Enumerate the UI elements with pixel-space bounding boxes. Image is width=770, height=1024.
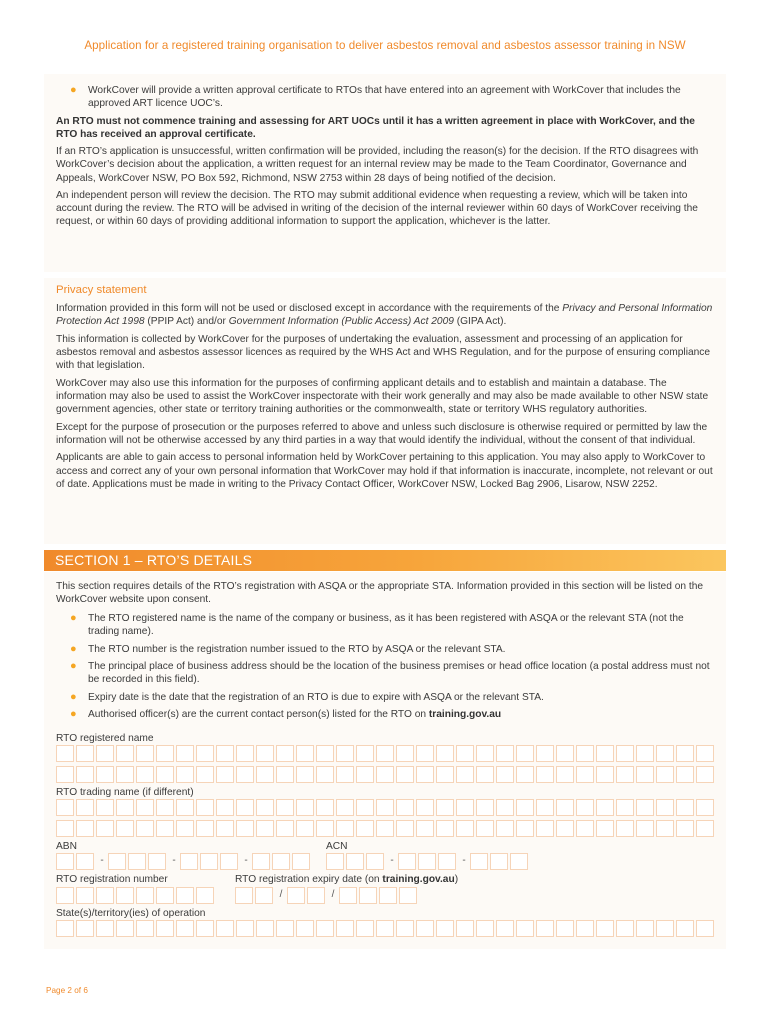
paragraph: If an RTO’s application is unsuccessful, written confirmation will be provided, including the reason(s) for the decision. If the RTO disagrees with WorkCover’s decision about the application, a written request for an internal review may be made to the Team Coordinator, Governance and Appeals, WorkCover NSW, PO Box 592, Richmond, NSW 2753 within 28 days of being notified of the decision. xyxy=(56,146,699,184)
char-box[interactable] xyxy=(376,745,394,762)
separator: - xyxy=(172,855,176,866)
char-box[interactable] xyxy=(556,766,574,783)
privacy-heading: Privacy statement xyxy=(56,284,147,296)
char-box[interactable] xyxy=(176,920,194,937)
char-box[interactable] xyxy=(196,820,214,837)
char-box[interactable] xyxy=(76,745,94,762)
char-box[interactable] xyxy=(236,820,254,837)
char-box[interactable] xyxy=(696,766,714,783)
char-box[interactable] xyxy=(536,820,554,837)
char-box[interactable] xyxy=(272,853,290,870)
bullet-icon: ● xyxy=(70,660,77,673)
char-box[interactable] xyxy=(236,920,254,937)
char-box[interactable] xyxy=(136,820,154,837)
page-header-title: Application for a registered training organisation to deliver asbestos removal and asbestos assessor training in NSW xyxy=(84,39,686,52)
char-box[interactable] xyxy=(136,745,154,762)
char-box[interactable] xyxy=(252,853,270,870)
char-box[interactable] xyxy=(416,766,434,783)
char-box[interactable] xyxy=(396,799,414,816)
bullet-icon: ● xyxy=(70,642,77,655)
char-box[interactable] xyxy=(296,766,314,783)
char-box[interactable] xyxy=(116,820,134,837)
reg-number-input[interactable] xyxy=(56,887,216,904)
char-box[interactable] xyxy=(326,853,344,870)
char-box[interactable] xyxy=(316,745,334,762)
char-box[interactable] xyxy=(476,745,494,762)
char-box[interactable] xyxy=(236,766,254,783)
char-box[interactable] xyxy=(56,799,74,816)
char-box[interactable] xyxy=(366,853,384,870)
char-box[interactable] xyxy=(436,745,454,762)
char-box[interactable] xyxy=(216,920,234,937)
char-box[interactable] xyxy=(396,820,414,837)
char-box[interactable] xyxy=(379,887,397,904)
acn-label: ACN xyxy=(326,841,348,852)
separator: / xyxy=(331,889,335,900)
char-box[interactable] xyxy=(236,745,254,762)
char-box[interactable] xyxy=(576,820,594,837)
char-box[interactable] xyxy=(356,820,374,837)
char-box[interactable] xyxy=(636,745,654,762)
char-box[interactable] xyxy=(456,766,474,783)
char-box[interactable] xyxy=(292,853,310,870)
char-box[interactable] xyxy=(676,820,694,837)
paragraph: Information provided in this form will not be used or disclosed except in accordance with the requirements of the Privacy and Personal Information Protection Act 1998 (PPIP Act) and/or Government Information (Public Access) Act 2009 (GIPA Act). xyxy=(56,303,713,328)
char-box[interactable] xyxy=(96,766,114,783)
paragraph: This section requires details of the RTO’s registration with ASQA or the appropriate STA. Information provided in this section will be listed on the WorkCover website upon consent. xyxy=(56,581,704,606)
list-item: ● Authorised officer(s) are the current contact person(s) listed for the RTO on training.gov.au xyxy=(70,708,502,721)
char-box[interactable] xyxy=(156,766,174,783)
char-box[interactable] xyxy=(276,766,294,783)
char-box[interactable] xyxy=(536,766,554,783)
char-box[interactable] xyxy=(516,745,534,762)
char-box[interactable] xyxy=(418,853,436,870)
char-box[interactable] xyxy=(456,745,474,762)
separator: - xyxy=(244,855,248,866)
char-box[interactable] xyxy=(576,920,594,937)
char-box[interactable] xyxy=(56,853,74,870)
char-box[interactable] xyxy=(556,920,574,937)
char-box[interactable] xyxy=(76,820,94,837)
paragraph: WorkCover may also use this information for the purposes of confirming applicant details and to establish and maintain a database. The information may also be used to assist the WorkCover inspectorate with their work generally and may also be made available to other NSW state government agencies, other state or territory training authorities or the commonwealth, state or territory WHS regulatory authorities. xyxy=(56,377,709,415)
char-box[interactable] xyxy=(216,766,234,783)
char-box[interactable] xyxy=(235,887,253,904)
char-box[interactable] xyxy=(176,820,194,837)
char-box[interactable] xyxy=(287,887,305,904)
char-box[interactable] xyxy=(156,799,174,816)
char-box[interactable] xyxy=(116,887,134,904)
char-box[interactable] xyxy=(136,799,154,816)
char-box[interactable] xyxy=(396,920,414,937)
bullet-icon: ● xyxy=(70,612,77,625)
char-box[interactable] xyxy=(396,766,414,783)
char-box[interactable] xyxy=(398,853,416,870)
char-box[interactable] xyxy=(596,799,614,816)
char-box[interactable] xyxy=(356,920,374,937)
char-box[interactable] xyxy=(476,820,494,837)
char-box[interactable] xyxy=(276,745,294,762)
char-box[interactable] xyxy=(176,766,194,783)
char-box[interactable] xyxy=(336,799,354,816)
char-box[interactable] xyxy=(496,920,514,937)
char-box[interactable] xyxy=(490,853,508,870)
char-box[interactable] xyxy=(576,799,594,816)
char-box[interactable] xyxy=(276,820,294,837)
char-box[interactable] xyxy=(196,766,214,783)
section-1-header: SECTION 1 – RTO’S DETAILS xyxy=(44,550,726,571)
intro-text xyxy=(56,84,716,233)
char-box[interactable] xyxy=(136,887,154,904)
char-box[interactable] xyxy=(516,920,534,937)
char-box[interactable] xyxy=(636,920,654,937)
bullet-icon: ● xyxy=(70,84,77,96)
registered-name-input-row2[interactable] xyxy=(56,766,716,783)
char-box[interactable] xyxy=(336,920,354,937)
char-box[interactable] xyxy=(416,799,434,816)
char-box[interactable] xyxy=(496,766,514,783)
abn-label: ABN xyxy=(56,841,77,852)
list-item: ● The RTO registered name is the name of the company or business, as it has been registered with ASQA or the relevant STA (not the trading name). xyxy=(70,612,684,638)
char-box[interactable] xyxy=(296,799,314,816)
char-box[interactable] xyxy=(180,853,198,870)
char-box[interactable] xyxy=(496,799,514,816)
char-box[interactable] xyxy=(596,766,614,783)
char-box[interactable] xyxy=(156,920,174,937)
char-box[interactable] xyxy=(456,799,474,816)
char-box[interactable] xyxy=(536,745,554,762)
expiry-date-input[interactable] xyxy=(235,887,419,904)
char-box[interactable] xyxy=(556,745,574,762)
char-box[interactable] xyxy=(656,745,674,762)
char-box[interactable] xyxy=(696,820,714,837)
paragraph: Except for the purpose of prosecution or the purposes referred to above and unless such disclosure is otherwise required or permitted by law the information will not be otherwise accessed by any third parties in a way that would identify the individual, without the consent of that individual. xyxy=(56,421,708,446)
char-box[interactable] xyxy=(136,920,154,937)
char-box[interactable] xyxy=(256,920,274,937)
char-box[interactable] xyxy=(516,820,534,837)
char-box[interactable] xyxy=(536,799,554,816)
char-box[interactable] xyxy=(616,920,634,937)
abn-input[interactable] xyxy=(56,853,312,870)
char-box[interactable] xyxy=(576,766,594,783)
list-item: ● The principal place of business address should be the location of the business premises or head office location (a postal address must not be recorded in this field). xyxy=(70,660,710,686)
char-box[interactable] xyxy=(656,920,674,937)
char-box[interactable] xyxy=(656,766,674,783)
char-box[interactable] xyxy=(496,820,514,837)
char-box[interactable] xyxy=(176,745,194,762)
char-box[interactable] xyxy=(276,799,294,816)
char-box[interactable] xyxy=(616,820,634,837)
char-box[interactable] xyxy=(156,887,174,904)
char-box[interactable] xyxy=(255,887,273,904)
trading-name-input-row2[interactable] xyxy=(56,820,716,837)
char-box[interactable] xyxy=(596,820,614,837)
char-box[interactable] xyxy=(436,820,454,837)
char-box[interactable] xyxy=(576,745,594,762)
char-box[interactable] xyxy=(339,887,357,904)
char-box[interactable] xyxy=(456,820,474,837)
char-box[interactable] xyxy=(656,799,674,816)
char-box[interactable] xyxy=(516,799,534,816)
char-box[interactable] xyxy=(256,766,274,783)
separator: - xyxy=(390,855,394,866)
char-box[interactable] xyxy=(536,920,554,937)
char-box[interactable] xyxy=(416,745,434,762)
char-box[interactable] xyxy=(336,745,354,762)
char-box[interactable] xyxy=(696,745,714,762)
char-box[interactable] xyxy=(636,799,654,816)
char-box[interactable] xyxy=(76,799,94,816)
char-box[interactable] xyxy=(496,745,514,762)
trading-name-input-row1[interactable] xyxy=(56,799,716,816)
char-box[interactable] xyxy=(596,920,614,937)
char-box[interactable] xyxy=(256,799,274,816)
list-item: ● Expiry date is the date that the registration of an RTO is due to expire with ASQA or the relevant STA. xyxy=(70,690,544,703)
char-box[interactable] xyxy=(696,920,714,937)
char-box[interactable] xyxy=(436,766,454,783)
acn-input[interactable] xyxy=(326,853,530,870)
char-box[interactable] xyxy=(399,887,417,904)
char-box[interactable] xyxy=(108,853,126,870)
char-box[interactable] xyxy=(156,745,174,762)
char-box[interactable] xyxy=(116,799,134,816)
char-box[interactable] xyxy=(510,853,528,870)
char-box[interactable] xyxy=(96,920,114,937)
char-box[interactable] xyxy=(616,745,634,762)
char-box[interactable] xyxy=(56,820,74,837)
char-box[interactable] xyxy=(476,799,494,816)
char-box[interactable] xyxy=(356,766,374,783)
paragraph: This information is collected by WorkCover for the purposes of undertaking the evaluation, assessment and processing of an application for asbestos removal and asbestos assessor licences as required by the WHS Act and WHS Regulation, and for the purpose of ensuring compliance with that legislation. xyxy=(56,333,711,372)
reg-number-label: RTO registration number xyxy=(56,874,168,885)
char-box[interactable] xyxy=(359,887,377,904)
char-box[interactable] xyxy=(616,799,634,816)
char-box[interactable] xyxy=(436,799,454,816)
char-box[interactable] xyxy=(316,820,334,837)
char-box[interactable] xyxy=(346,853,364,870)
char-box[interactable] xyxy=(616,766,634,783)
char-box[interactable] xyxy=(196,799,214,816)
char-box[interactable] xyxy=(456,920,474,937)
char-box[interactable] xyxy=(516,766,534,783)
char-box[interactable] xyxy=(200,853,218,870)
char-box[interactable] xyxy=(116,920,134,937)
char-box[interactable] xyxy=(336,766,354,783)
char-box[interactable] xyxy=(256,745,274,762)
char-box[interactable] xyxy=(96,745,114,762)
bullet-icon: ● xyxy=(70,690,77,703)
states-label: State(s)/territory(ies) of operation xyxy=(56,908,206,919)
char-box[interactable] xyxy=(556,820,574,837)
char-box[interactable] xyxy=(276,920,294,937)
char-box[interactable] xyxy=(356,745,374,762)
char-box[interactable] xyxy=(416,820,434,837)
char-box[interactable] xyxy=(76,887,94,904)
char-box[interactable] xyxy=(156,820,174,837)
char-box[interactable] xyxy=(676,799,694,816)
bold-notice: An RTO must not commence training and assessing for ART UOCs until it has a written agreement in place with WorkCover, and the RTO has received an approval certificate. xyxy=(56,115,695,140)
char-box[interactable] xyxy=(636,766,654,783)
expiry-date-label: RTO registration expiry date (on training.gov.au) xyxy=(235,874,459,885)
char-box[interactable] xyxy=(476,766,494,783)
paragraph: An independent person will review the decision. The RTO may submit additional evidence when requesting a review, which will be taken into account during the review. The RTO will be advised in writing of the decision of the internal reviewer within 60 days of WorkCover receiving the request, or within 60 days of providing additional information to support the application, whichever is the latter. xyxy=(56,190,698,228)
list-item: ● The RTO number is the registration number issued to the RTO by ASQA or the relevant STA. xyxy=(70,642,506,655)
char-box[interactable] xyxy=(196,745,214,762)
char-box[interactable] xyxy=(196,920,214,937)
char-box[interactable] xyxy=(596,745,614,762)
paragraph: Applicants are able to gain access to personal information held by WorkCover pertaining to this application. You may also apply to WorkCover to access and correct any of your own personal information that WorkCover may hold if that information is inaccurate, incomplete, not relevant or out of date. Applications must be made in writing to the Privacy Contact Officer, WorkCover NSW, Locked Bag 2906, Lisarow, NSW 2252. xyxy=(56,452,713,490)
char-box[interactable] xyxy=(296,745,314,762)
page-number: Page 2 of 6 xyxy=(46,986,88,995)
char-box[interactable] xyxy=(216,745,234,762)
char-box[interactable] xyxy=(376,820,394,837)
char-box[interactable] xyxy=(396,745,414,762)
char-box[interactable] xyxy=(438,853,456,870)
char-box[interactable] xyxy=(676,766,694,783)
char-box[interactable] xyxy=(116,766,134,783)
char-box[interactable] xyxy=(316,766,334,783)
char-box[interactable] xyxy=(676,920,694,937)
char-box[interactable] xyxy=(96,887,114,904)
char-box[interactable] xyxy=(307,887,325,904)
char-box[interactable] xyxy=(76,853,94,870)
char-box[interactable] xyxy=(376,766,394,783)
char-box[interactable] xyxy=(56,745,74,762)
list-item: ● WorkCover will provide a written approval certificate to RTOs that have entered into an agreement with WorkCover that includes the approved ART licence UOC’s. xyxy=(70,84,681,110)
char-box[interactable] xyxy=(220,853,238,870)
char-box[interactable] xyxy=(316,799,334,816)
char-box[interactable] xyxy=(376,799,394,816)
char-box[interactable] xyxy=(470,853,488,870)
char-box[interactable] xyxy=(296,820,314,837)
char-box[interactable] xyxy=(56,920,74,937)
char-box[interactable] xyxy=(256,820,274,837)
section1-instructions xyxy=(56,580,716,726)
registered-name-input-row1[interactable] xyxy=(56,745,716,762)
char-box[interactable] xyxy=(356,799,374,816)
char-box[interactable] xyxy=(128,853,146,870)
char-box[interactable] xyxy=(656,820,674,837)
trading-name-label: RTO trading name (if different) xyxy=(56,787,194,798)
char-box[interactable] xyxy=(336,820,354,837)
char-box[interactable] xyxy=(148,853,166,870)
char-box[interactable] xyxy=(676,745,694,762)
char-box[interactable] xyxy=(696,799,714,816)
char-box[interactable] xyxy=(76,920,94,937)
char-box[interactable] xyxy=(56,766,74,783)
separator: - xyxy=(100,855,104,866)
char-box[interactable] xyxy=(176,887,194,904)
char-box[interactable] xyxy=(176,799,194,816)
char-box[interactable] xyxy=(316,920,334,937)
char-box[interactable] xyxy=(416,920,434,937)
char-box[interactable] xyxy=(196,887,214,904)
separator: / xyxy=(279,889,283,900)
char-box[interactable] xyxy=(216,820,234,837)
char-box[interactable] xyxy=(236,799,254,816)
privacy-text xyxy=(56,284,716,495)
char-box[interactable] xyxy=(76,766,94,783)
char-box[interactable] xyxy=(636,820,654,837)
char-box[interactable] xyxy=(136,766,154,783)
char-box[interactable] xyxy=(216,799,234,816)
char-box[interactable] xyxy=(296,920,314,937)
bullet-icon: ● xyxy=(70,708,77,721)
char-box[interactable] xyxy=(436,920,454,937)
char-box[interactable] xyxy=(376,920,394,937)
char-box[interactable] xyxy=(96,820,114,837)
char-box[interactable] xyxy=(116,745,134,762)
char-box[interactable] xyxy=(556,799,574,816)
states-input[interactable] xyxy=(56,920,716,937)
separator: - xyxy=(462,855,466,866)
char-box[interactable] xyxy=(476,920,494,937)
char-box[interactable] xyxy=(96,799,114,816)
char-box[interactable] xyxy=(56,887,74,904)
registered-name-label: RTO registered name xyxy=(56,733,154,744)
